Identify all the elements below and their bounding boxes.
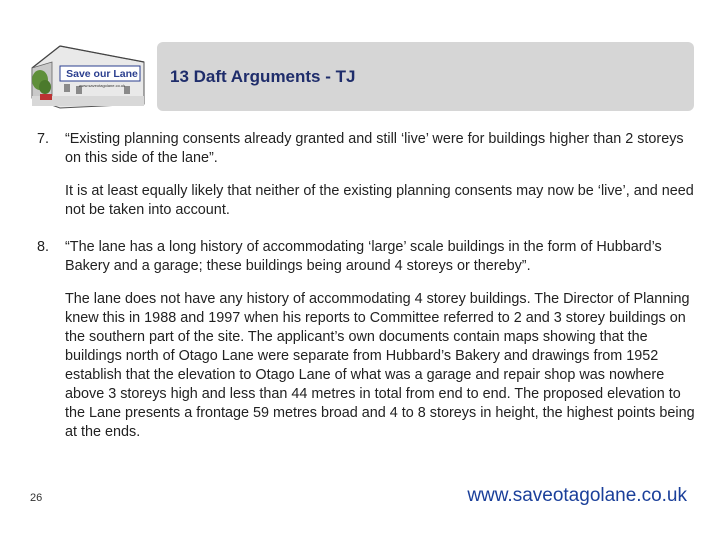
argument-item-8 [37,238,697,276]
item-response: The lane does not have any history of accommodating 4 storey buildings. The Director of Planning knew this in 1988 and 1997 when his reports to Committee referred to 2 and 3 storey buildings on the southern part of the site. The applicant’s own documents contain maps showing that the buildings north of Otago Lane were separate from Hubbard’s Bakery and drawings from 1952 establish that the elevation to Otago Lane of what was a garage and repair shop was nowhere above 3 storeys high and less than 44 metres in total from end to end. The proposed elevation to the Lane presents a frontage 59 metres broad and 4 to 8 storeys in height, the highest points being at the ends. [65,291,695,440]
save-our-lane-logo [24,40,156,112]
title-banner [157,42,694,111]
item-number: 7. [37,131,50,147]
argument-item-7 [37,130,697,168]
logo-subtitle: www.saveotagolane.co.uk [78,83,126,88]
item-number: 8. [37,239,50,255]
website-url: www.saveotagolane.co.uk [467,485,687,506]
item-claim: “The lane has a long history of accommodating ‘large’ scale buildings in the form of Hubbard’s Bakery and a garage; these buildings being around 4 storeys or thereby”. [65,239,662,274]
logo-title: Save our Lane [66,68,138,80]
slide-title: 13 Daft Arguments - TJ [170,67,356,86]
slide-body [37,130,697,442]
item-claim: “Existing planning consents already granted and still ‘live’ were for buildings higher than 2 storeys on this side of the lane”. [65,131,684,166]
page-number: 26 [30,492,43,504]
item-response: It is at least equally likely that neither of the existing planning consents may now be ‘live’, and need not be taken into account. [65,183,694,218]
